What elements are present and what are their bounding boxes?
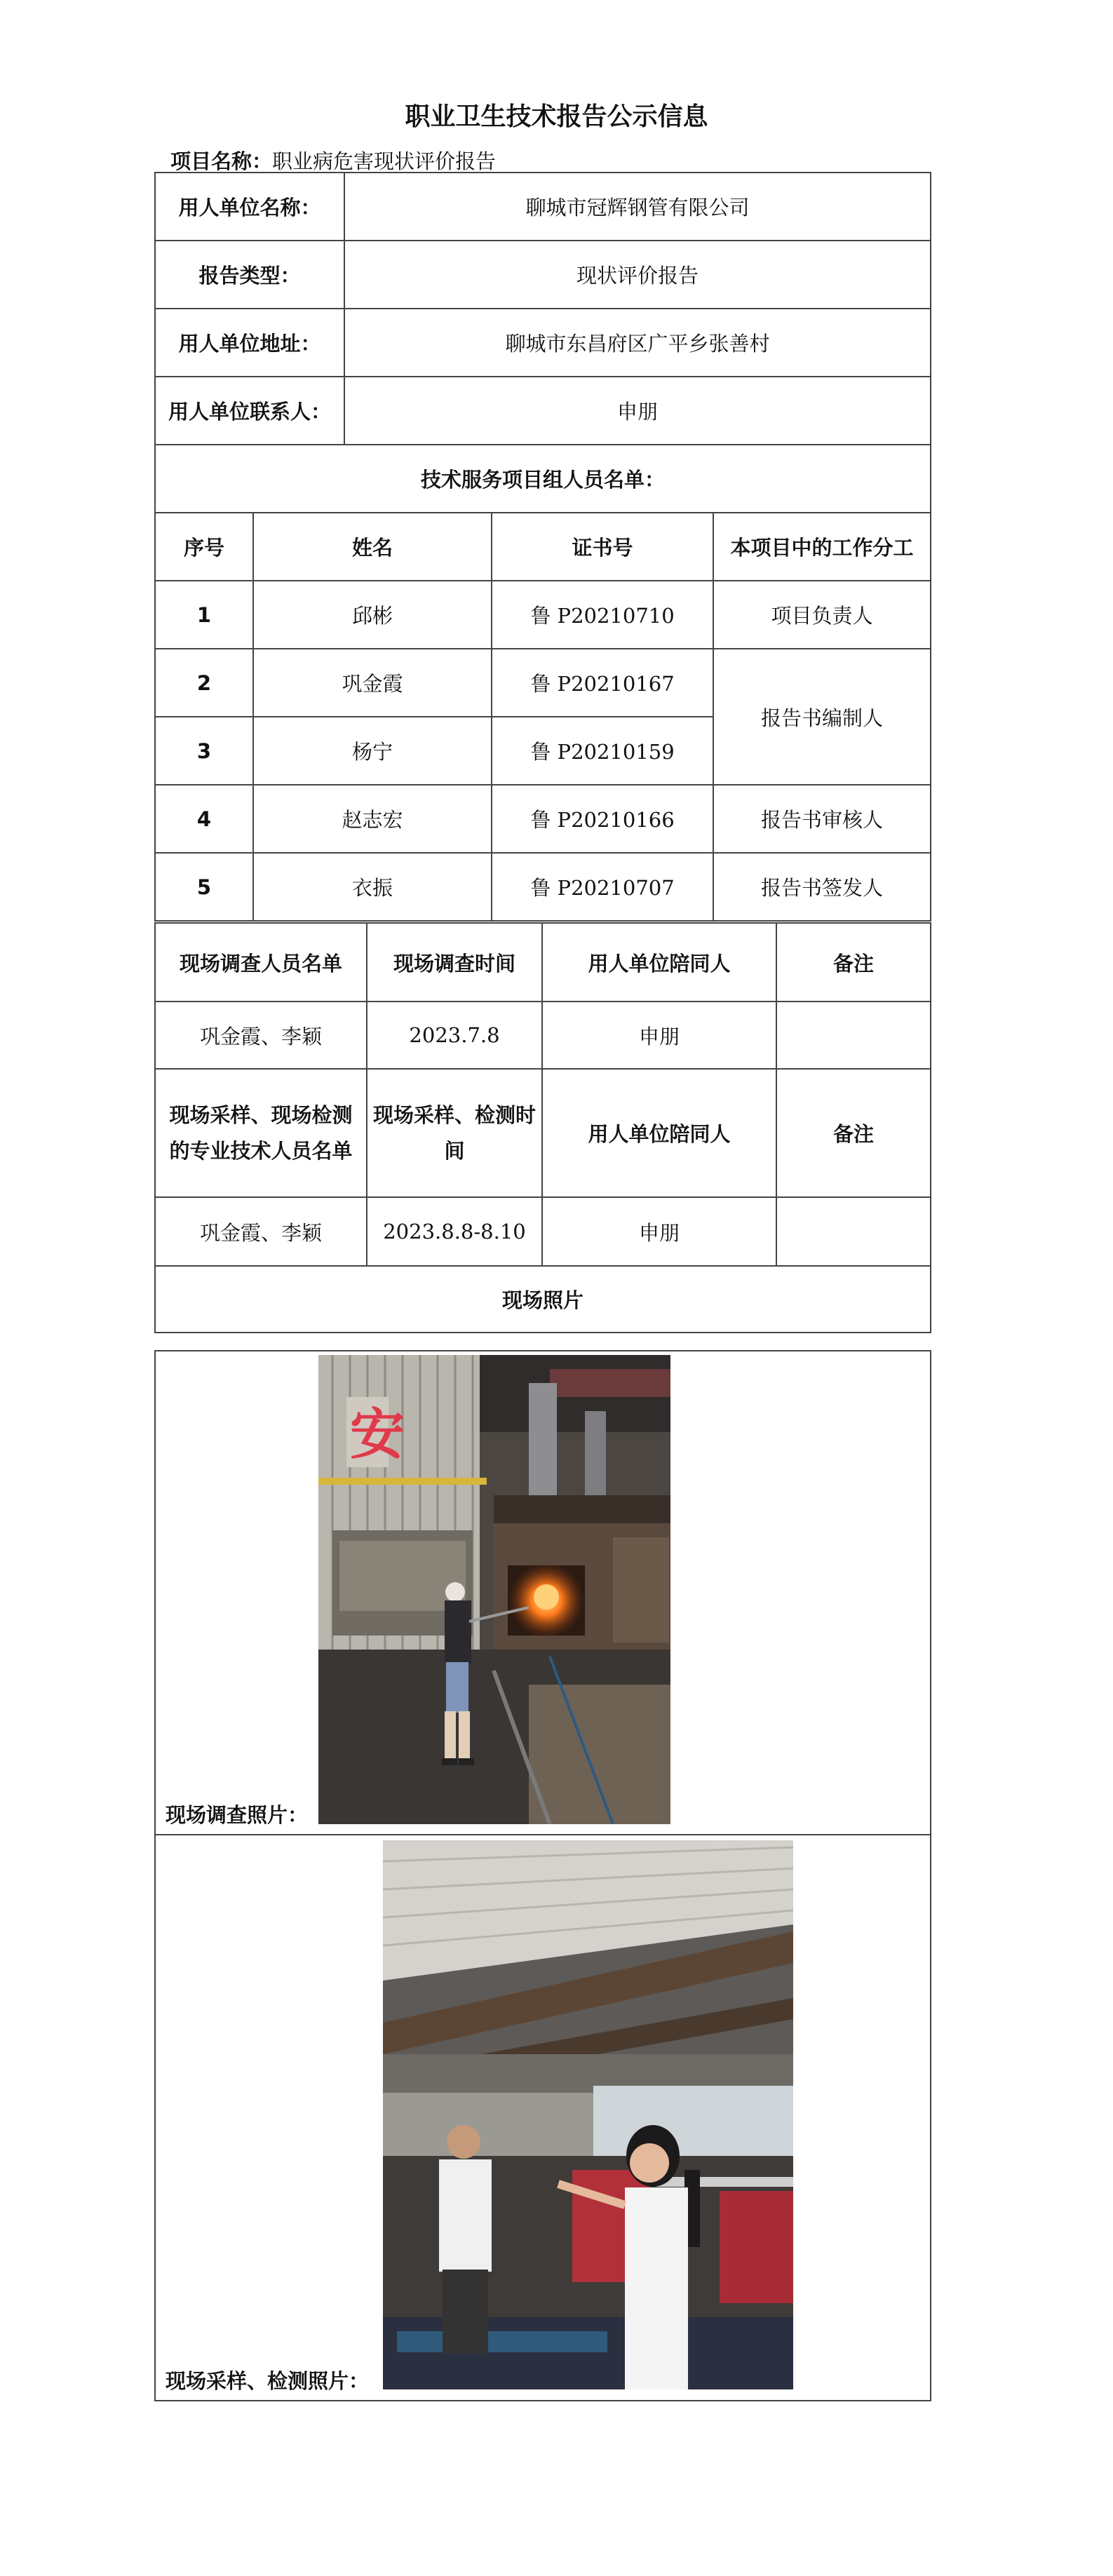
table-row	[155, 853, 931, 921]
table-row	[155, 649, 931, 717]
team-header-name: 姓名	[253, 513, 492, 581]
report-type-value: 现状评价报告	[344, 241, 931, 309]
sampling-photo-label: 现场采样、检测照片：	[166, 2369, 370, 2393]
employer-address-label: 用人单位地址：	[155, 309, 344, 377]
employer-contact-label: 用人单位联系人：	[155, 377, 344, 445]
photos-table	[154, 1350, 931, 2401]
report-type-label: 报告类型：	[155, 241, 344, 309]
survey-photo-label: 现场调查照片：	[166, 1803, 309, 1827]
team-header-no: 序号	[155, 513, 253, 581]
survey-header-escort: 用人单位陪同人	[542, 923, 776, 1002]
row-no: 5	[155, 853, 253, 921]
survey-table	[154, 922, 931, 1333]
employer-name-label: 用人单位名称：	[155, 173, 344, 241]
project-name-label: 项目名称：	[170, 149, 273, 173]
row-cert: 鲁 P20210167	[492, 649, 713, 717]
sampling-header-time: 现场采样、检测时间	[367, 1069, 542, 1197]
info-table	[154, 172, 931, 922]
row-name: 杨宁	[253, 717, 492, 785]
row-no: 2	[155, 649, 253, 717]
survey-header-remark: 备注	[776, 923, 931, 1002]
project-name-value: 职业病危害现状评价报告	[272, 149, 497, 173]
sampling-staff: 巩金霞、李颖	[155, 1197, 367, 1266]
employer-address-value: 聊城市东昌府区广平乡张善村	[344, 309, 931, 377]
row-role: 项目负责人	[713, 581, 931, 649]
row-role: 报告书审核人	[713, 785, 931, 853]
survey-time: 2023.7.8	[367, 1002, 542, 1069]
row-cert: 鲁 P20210707	[492, 853, 713, 921]
sampling-header-escort: 用人单位陪同人	[542, 1069, 776, 1197]
survey-photo-cell	[155, 1351, 931, 1835]
row-cert: 鲁 P20210166	[492, 785, 713, 853]
sampling-remark	[776, 1197, 931, 1266]
row-no: 1	[155, 581, 253, 649]
sampling-time: 2023.8.8-8.10	[367, 1197, 542, 1266]
row-name: 邱彬	[253, 581, 492, 649]
sampling-header-staff: 现场采样、现场检测的专业技术人员名单	[155, 1069, 367, 1197]
row-cert: 鲁 P20210159	[492, 717, 713, 785]
project-name-line	[170, 146, 496, 175]
survey-escort: 申朋	[542, 1002, 776, 1069]
team-header-role: 本项目中的工作分工	[713, 513, 931, 581]
survey-photo	[318, 1355, 670, 1824]
row-role: 报告书签发人	[713, 853, 931, 921]
survey-header-staff: 现场调查人员名单	[155, 923, 367, 1002]
team-header-cert: 证书号	[492, 513, 713, 581]
sampling-escort: 申朋	[542, 1197, 776, 1266]
page-title: 职业卫生技术报告公示信息	[405, 102, 708, 131]
row-name: 赵志宏	[253, 785, 492, 853]
sampling-photo-cell	[155, 1835, 931, 2401]
safety-sign: 安	[350, 1403, 405, 1466]
row-cert: 鲁 P20210710	[492, 581, 713, 649]
row-no: 3	[155, 717, 253, 785]
photos-heading: 现场照片	[155, 1266, 931, 1333]
row-name: 巩金霞	[253, 649, 492, 717]
table-row	[155, 581, 931, 649]
table-row	[155, 785, 931, 853]
employer-name-value: 聊城市冠辉钢管有限公司	[344, 173, 931, 241]
sampling-header-remark: 备注	[776, 1069, 931, 1197]
survey-remark	[776, 1002, 931, 1069]
employer-contact-value: 申朋	[344, 377, 931, 445]
row-no: 4	[155, 785, 253, 853]
row-role: 报告书编制人	[713, 649, 931, 785]
survey-staff: 巩金霞、李颖	[155, 1002, 367, 1069]
row-name: 衣振	[253, 853, 492, 921]
team-heading: 技术服务项目组人员名单：	[155, 445, 931, 513]
survey-header-time: 现场调查时间	[367, 923, 542, 1002]
sampling-photo	[383, 1840, 793, 2389]
